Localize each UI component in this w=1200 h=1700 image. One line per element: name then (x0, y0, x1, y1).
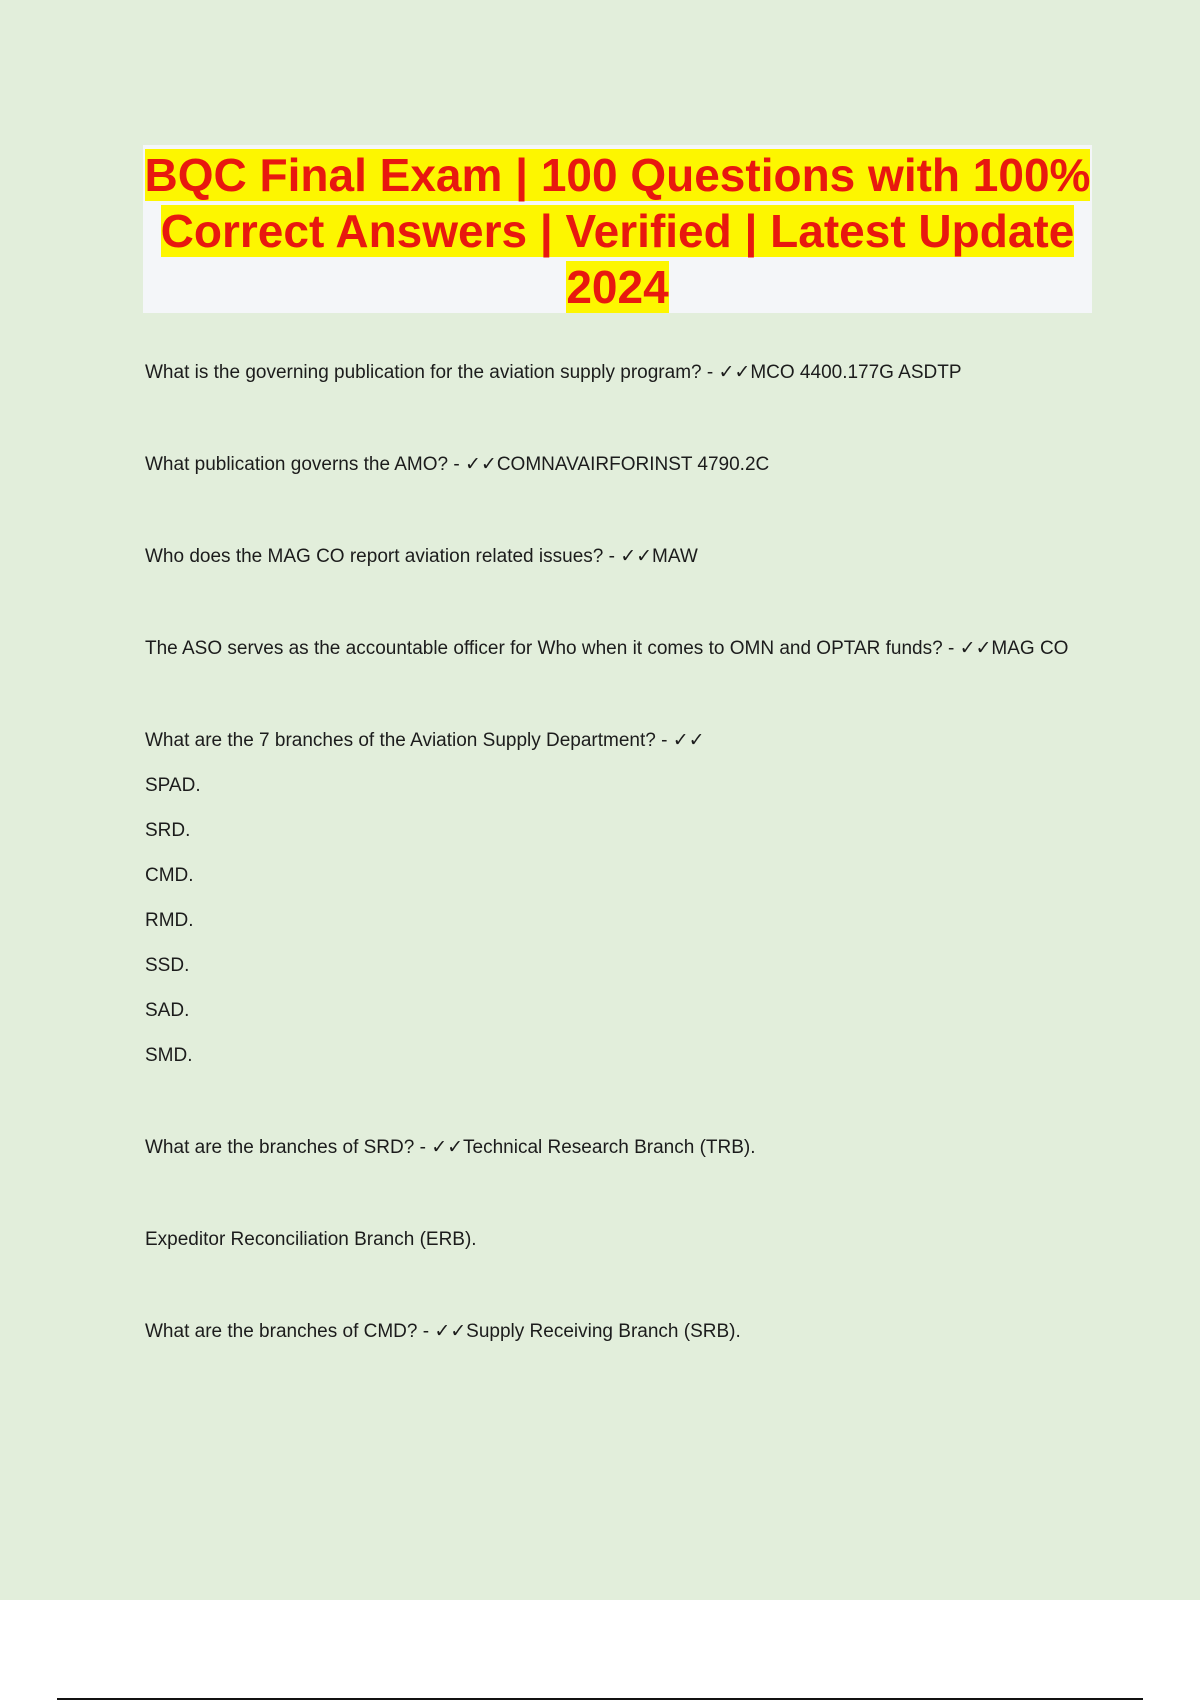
question-text: The ASO serves as the accountable officer for Who when it comes to OMN and OPTAR funds? - (145, 638, 960, 659)
document-title: BQC Final Exam | 100 Questions with 100% Correct Answers | Verified | Latest Update 2024 (144, 149, 1091, 313)
answer-text: ✓✓MAG CO (959, 638, 1069, 659)
answer-continuation: Expeditor Reconciliation Branch (ERB). (145, 1229, 477, 1250)
qa-item (145, 1317, 1095, 1347)
answer-text: ✓✓ (672, 730, 705, 751)
list-item: SPAD. (145, 775, 201, 796)
qa-item (145, 1133, 1095, 1163)
question-text: What are the 7 branches of the Aviation Supply Department? - (145, 730, 673, 751)
question-text: What publication governs the AMO? - (145, 454, 465, 475)
list-item: RMD. (145, 910, 194, 931)
list-item: SMD. (145, 1045, 193, 1066)
question-text: What are the branches of SRD? - (145, 1137, 432, 1158)
answer-text: ✓✓Technical Research Branch (TRB). (431, 1137, 756, 1158)
document-body (145, 358, 1095, 1347)
qa-item (145, 450, 1095, 480)
list-item: SAD. (145, 1000, 190, 1021)
qa-item (145, 542, 1095, 572)
answer-text: ✓✓Supply Receiving Branch (SRB). (434, 1321, 741, 1342)
qa-item (145, 634, 1095, 664)
question-text: Who does the MAG CO report aviation related issues? - (145, 546, 621, 567)
list-item: SSD. (145, 955, 190, 976)
question-text: What is the governing publication for the aviation supply program? - (145, 362, 719, 383)
list-item: SRD. (145, 820, 191, 841)
list-item: CMD. (145, 865, 194, 886)
qa-item (145, 358, 1095, 388)
question-text: What are the branches of CMD? - (145, 1321, 435, 1342)
qa-item (145, 726, 1095, 756)
answer-text: ✓✓COMNAVAIRFORINST 4790.2C (465, 454, 770, 475)
answer-text: ✓✓MAW (620, 546, 698, 567)
answer-text: ✓✓MCO 4400.177G ASDTP (718, 362, 962, 383)
title-box (143, 145, 1092, 313)
